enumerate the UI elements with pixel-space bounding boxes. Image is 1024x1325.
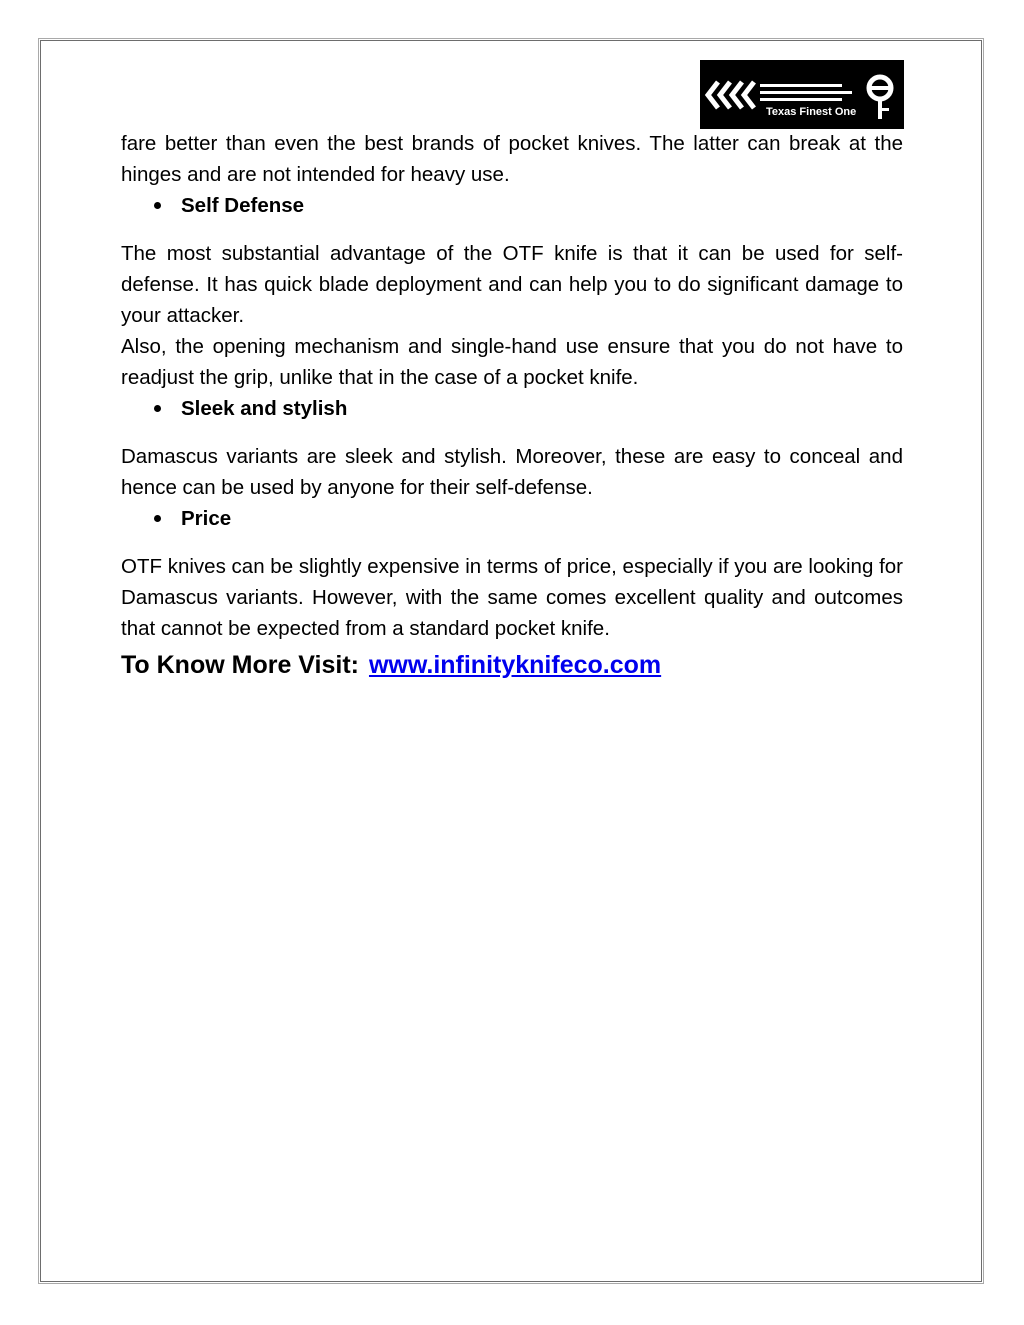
section-heading-self-defense bbox=[121, 190, 903, 221]
tfo-logo-icon bbox=[700, 60, 904, 129]
section-heading-sleek-and-stylish bbox=[121, 393, 903, 424]
logo-brand-name: Texas Finest One bbox=[766, 106, 857, 118]
visit-label: To Know More Visit: bbox=[121, 651, 359, 679]
intro-paragraph: fare better than even the best brands of pocket knives. The latter can break at the hinges and are not intended for heavy use. bbox=[121, 132, 903, 186]
bullet-icon bbox=[154, 202, 161, 209]
paragraph: OTF knives can be slightly expensive in terms of price, especially if you are looking for Damascus variants. However, with the same comes excellent quality and outcomes that cannot be expected from a standard pocket knife. bbox=[121, 555, 903, 640]
section-heading-text: Price bbox=[181, 507, 232, 530]
website-link[interactable]: www.infinityknifeco.com bbox=[368, 651, 662, 679]
section-heading-price bbox=[121, 503, 903, 534]
paragraph: Damascus variants are sleek and stylish. Moreover, these are easy to conceal and hence can be used by anyone for their self-defense. bbox=[121, 445, 903, 499]
paragraph: The most substantial advantage of the OTF knife is that it can be used for self-defense. It has quick blade deployment and can help you to do significant damage to your attacker. bbox=[121, 242, 903, 327]
bullet-icon bbox=[154, 405, 161, 412]
section-heading-text: Self Defense bbox=[181, 194, 305, 217]
brand-logo bbox=[700, 60, 904, 129]
visit-cta bbox=[121, 648, 903, 682]
document-body bbox=[121, 128, 903, 682]
paragraph: Also, the opening mechanism and single-hand use ensure that you do not have to readjust the grip, unlike that in the case of a pocket knife. bbox=[121, 335, 903, 389]
section-heading-text: Sleek and stylish bbox=[181, 397, 348, 420]
bullet-icon bbox=[154, 515, 161, 522]
